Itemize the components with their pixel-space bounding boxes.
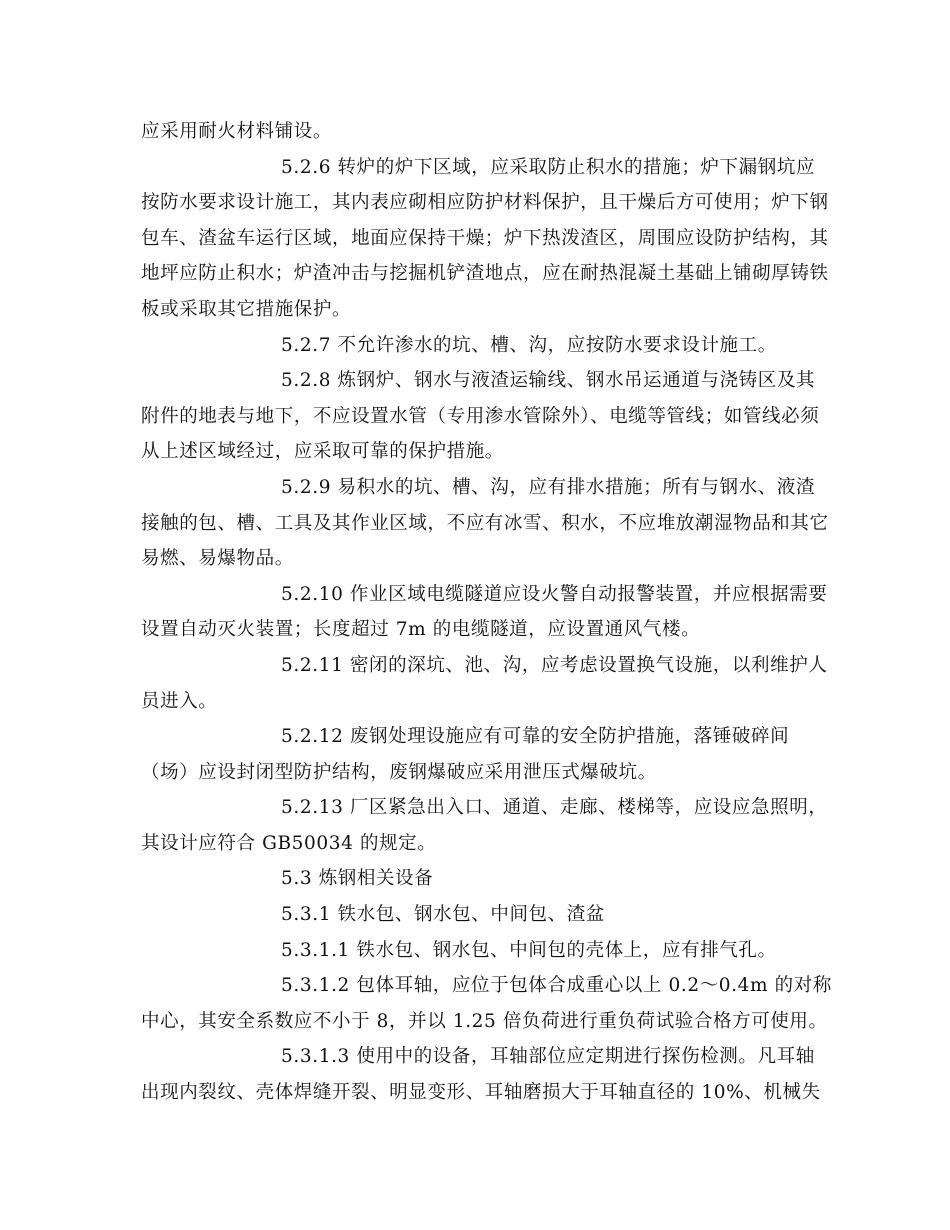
text-line: 5.3.1.3 使用中的设备，耳轴部位应定期进行探伤检测。凡耳轴 [281,1046,815,1068]
text-line: 5.2.13 厂区紧急出入口、通道、走廊、楼梯等，应设应急照明， [281,797,828,819]
text-line: 板或采取其它措施保护。 [141,298,352,320]
text-line: 5.3 炼钢相关设备 [281,868,434,890]
text-line: 包车、渣盆车运行区域，地面应保持干燥；炉下热泼渣区，周围应设防护结构，其 [141,227,829,249]
paragraph [141,1039,821,1110]
paragraph [141,897,813,933]
text-line: 按防水要求设计施工，其内表应砌相应防护材料保护，且干燥后方可使用；炉下钢 [141,192,829,214]
text-line: 附件的地表与地下，不应设置水管（专用渗水管除外）、电缆等管线；如管线必须 [141,405,820,427]
text-line: （场）应设封闭型防护结构，废钢爆破应采用泄压式爆破坑。 [141,761,657,783]
paragraph [141,933,813,969]
paragraph [141,470,829,577]
text-line: 易燃、易爆物品。 [141,548,294,570]
paragraph [141,968,832,1039]
paragraph [141,150,829,328]
paragraph [141,328,813,364]
text-line: 员进入。 [141,690,218,712]
paragraph [141,719,813,790]
text-line: 从上述区域经过，应采取可靠的保护措施。 [141,441,504,463]
paragraph [141,114,813,150]
text-line: 中心，其安全系数应不小于 8，并以 1.25 倍负荷进行重负荷试验合格方可使用。 [141,1010,828,1032]
text-line: 5.3.1.2 包体耳轴，应位于包体合成重心以上 0.2～0.4m 的对称 [281,975,832,997]
document-body [141,114,832,1111]
text-line: 接触的包、槽、工具及其作业区域，不应有冰雪、积水，不应堆放潮湿物品和其它 [141,512,829,534]
paragraph [141,577,828,648]
text-line: 5.3.1 铁水包、钢水包、中间包、渣盆 [281,904,605,926]
text-line: 其设计应符合 GB50034 的规定。 [141,832,437,854]
text-line: 5.2.8 炼钢炉、钢水与液渣运输线、钢水吊运通道与浇铸区及其 [281,370,816,392]
text-line: 5.3.1.1 铁水包、钢水包、中间包的壳体上，应有排气孔。 [281,939,777,961]
text-line: 地坪应防止积水；炉渣冲击与挖掘机铲渣地点，应在耐热混凝土基础上铺砌厚铸铁 [141,263,829,285]
paragraph [141,648,828,719]
paragraph [141,363,820,470]
text-line: 5.2.10 作业区域电缆隧道应设火警自动报警装置，并应根据需要 [281,583,828,605]
text-line: 5.2.9 易积水的坑、槽、沟，应有排水措施；所有与钢水、液渣 [281,476,816,498]
text-line: 5.2.7 不允许渗水的坑、槽、沟，应按防水要求设计施工。 [281,334,777,356]
text-line: 应采用耐火材料铺设。 [141,121,333,142]
text-line: 出现内裂纹、壳体焊缝开裂、明显变形、耳轴磨损大于耳轴直径的 10%、机械失 [141,1082,821,1104]
text-line: 5.2.6 转炉的炉下区域，应采取防止积水的措施；炉下漏钢坑应 [281,156,816,178]
text-line: 5.2.11 密闭的深坑、池、沟，应考虑设置换气设施，以利维护人 [281,654,828,676]
text-line: 5.2.12 废钢处理设施应有可靠的安全防护措施，落锤破碎间 [281,726,790,748]
paragraph [141,861,813,897]
paragraph [141,790,828,861]
text-line: 设置自动灭火装置；长度超过 7m 的电缆隧道，应设置通风气楼。 [141,619,701,641]
